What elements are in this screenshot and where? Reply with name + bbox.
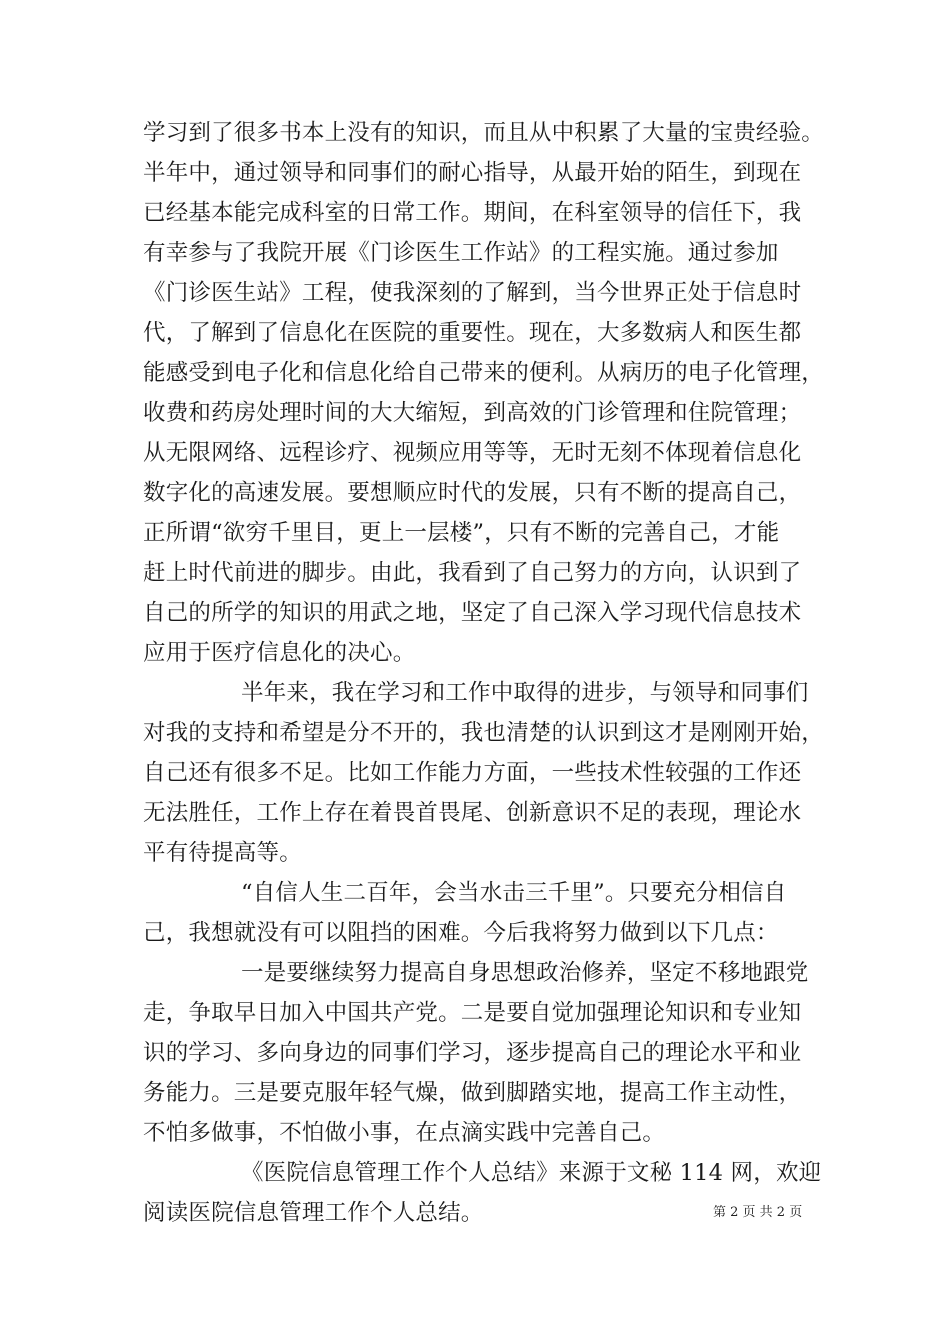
text-line: 收费和药房处理时间的大大缩短，到高效的门诊管理和住院管理； — [143, 400, 802, 426]
text-line: 一是要继续努力提高自身思想政治修养，坚定不移地跟党 — [241, 960, 809, 986]
text-line: 不怕多做事，不怕做小事，在点滴实践中完善自己。 — [143, 1120, 666, 1146]
text-line: 代，了解到了信息化在医院的重要性。现在，大多数病人和医生都 — [143, 320, 802, 346]
text-line: 自己的所学的知识的用武之地，坚定了自己深入学习现代信息技术 — [143, 600, 802, 626]
text-line: 正所谓“欲穷千里目，更上一层楼”，只有不断的完善自己，才能 — [143, 520, 780, 546]
page-number-footer: 第 2 页 共 2 页 — [713, 1205, 803, 1220]
text-line: 平有待提高等。 — [143, 840, 302, 866]
text-line: 赶上时代前进的脚步。由此，我看到了自己努力的方向，认识到了 — [143, 560, 802, 586]
text-line: 《医院信息管理工作个人总结》来源于文秘 114 网，欢迎 — [241, 1160, 822, 1186]
text-line: 《门诊医生站》工程，使我深刻的了解到，当今世界正处于信息时 — [143, 280, 802, 306]
text-line: 已经基本能完成科室的日常工作。期间，在科室领导的信任下，我 — [143, 200, 802, 226]
text-line: 阅读医院信息管理工作个人总结。 — [143, 1200, 484, 1226]
text-line: 无法胜任，工作上存在着畏首畏尾、创新意识不足的表现，理论水 — [143, 800, 802, 826]
text-line: 学习到了很多书本上没有的知识，而且从中积累了大量的宝贵经验。 — [143, 120, 825, 146]
text-line: 能感受到电子化和信息化给自己带来的便利。从病历的电子化管理， — [143, 360, 825, 386]
text-line: 半年中，通过领导和同事们的耐心指导，从最开始的陌生，到现在 — [143, 160, 802, 186]
text-line: “自信人生二百年，会当水击三千里”。只要充分相信自 — [241, 880, 787, 906]
text-line: 半年来，我在学习和工作中取得的进步，与领导和同事们 — [241, 680, 809, 706]
text-line: 己，我想就没有可以阻挡的困难。今后我将努力做到以下几点： — [143, 920, 779, 946]
text-line: 走，争取早日加入中国共产党。二是要自觉加强理论知识和专业知 — [143, 1000, 802, 1026]
text-line: 对我的支持和希望是分不开的，我也清楚的认识到这才是刚刚开始， — [143, 720, 825, 746]
text-line: 自己还有很多不足。比如工作能力方面，一些技术性较强的工作还 — [143, 760, 802, 786]
text-line: 数字化的高速发展。要想顺应时代的发展，只有不断的提高自己， — [143, 480, 802, 506]
text-line: 应用于医疗信息化的决心。 — [143, 640, 416, 666]
text-line: 有幸参与了我院开展《门诊医生工作站》的工程实施。通过参加 — [143, 240, 779, 266]
text-line: 务能力。三是要克服年轻气燥，做到脚踏实地，提高工作主动性， — [143, 1080, 802, 1106]
text-line: 从无限网络、远程诊疗、视频应用等等，无时无刻不体现着信息化 — [143, 440, 802, 466]
text-line: 识的学习、多向身边的同事们学习，逐步提高自己的理论水平和业 — [143, 1040, 802, 1066]
